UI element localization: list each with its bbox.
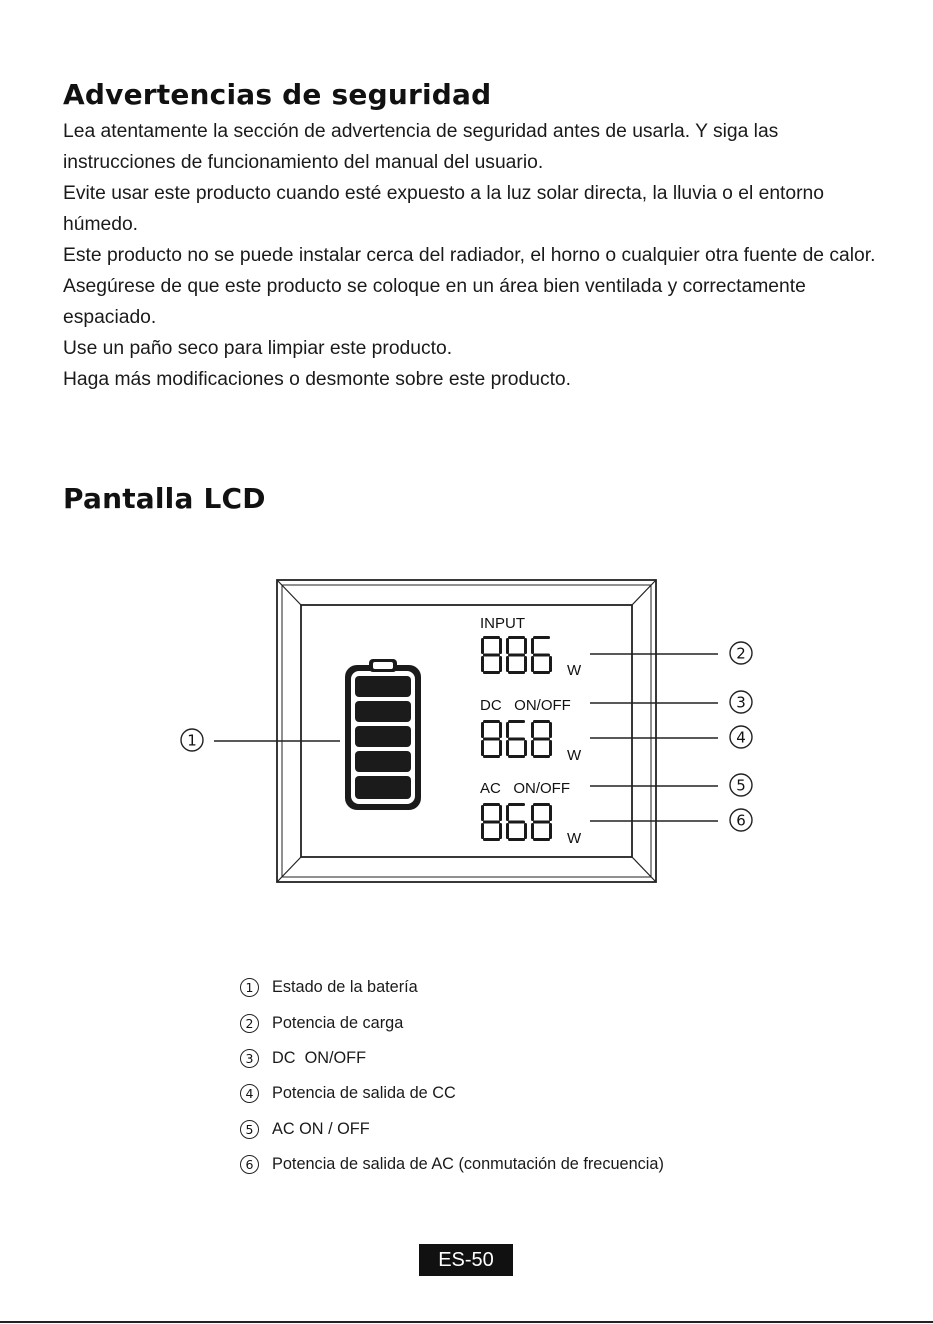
callout-6-number: 6 bbox=[736, 811, 746, 830]
battery-icon bbox=[346, 659, 420, 809]
callout-4-number: 4 bbox=[736, 728, 746, 747]
lcd-segment bbox=[483, 738, 500, 741]
lcd-segment bbox=[481, 823, 484, 839]
lcd-segment bbox=[508, 803, 525, 806]
callout-lines bbox=[214, 654, 718, 821]
lcd-segment bbox=[481, 805, 484, 821]
lcd-segment bbox=[499, 638, 502, 654]
lcd-segment bbox=[483, 803, 500, 806]
safety-heading: Advertencias de seguridad bbox=[63, 78, 492, 111]
lcd-segment bbox=[549, 823, 552, 839]
legend-number-icon: 6 bbox=[240, 1155, 259, 1174]
lcd-segment bbox=[524, 656, 527, 672]
legend-number-icon: 2 bbox=[240, 1014, 259, 1033]
safety-paragraph: Lea atentamente la sección de advertencia de seguridad antes de usarla. Y siga las instrucciones de funcionamiento del manual del usuario. bbox=[63, 121, 779, 173]
lcd-legend bbox=[240, 970, 664, 1182]
legend-item bbox=[240, 1005, 664, 1040]
lcd-segment bbox=[533, 636, 550, 639]
lcd-dc-unit: W bbox=[567, 747, 582, 764]
callout-1-number: 1 bbox=[187, 731, 197, 750]
lcd-segment bbox=[506, 638, 509, 654]
lcd-heading: Pantalla LCD bbox=[63, 482, 266, 515]
callout-2-number: 2 bbox=[736, 644, 746, 663]
lcd-segment bbox=[483, 636, 500, 639]
lcd-segment bbox=[533, 755, 550, 758]
lcd-segment bbox=[533, 803, 550, 806]
lcd-segment bbox=[508, 821, 525, 824]
legend-number-icon: 1 bbox=[240, 978, 259, 997]
lcd-segment bbox=[549, 722, 552, 738]
lcd-segment bbox=[508, 738, 525, 741]
lcd-segment bbox=[533, 821, 550, 824]
lcd-dc-digits bbox=[481, 720, 552, 758]
lcd-segment bbox=[524, 638, 527, 654]
lcd-segment bbox=[533, 838, 550, 841]
legend-item bbox=[240, 970, 664, 1005]
lcd-ac-label: AC ON/OFF bbox=[480, 780, 570, 797]
lcd-segment bbox=[483, 755, 500, 758]
legend-text: Potencia de salida de AC (conmutación de frecuencia) bbox=[272, 1155, 664, 1174]
lcd-segment bbox=[499, 656, 502, 672]
lcd-segment bbox=[531, 638, 534, 654]
lcd-segment bbox=[508, 671, 525, 674]
safety-paragraph: Este producto no se puede instalar cerca del radiador, el horno o cualquier otra fuente de calor. bbox=[63, 245, 876, 266]
legend-number-icon: 4 bbox=[240, 1084, 259, 1103]
lcd-segment bbox=[506, 805, 509, 821]
lcd-dc-label: DC ON/OFF bbox=[480, 697, 571, 714]
legend-item bbox=[240, 1041, 664, 1076]
lcd-segment bbox=[506, 740, 509, 756]
lcd-segment bbox=[481, 740, 484, 756]
lcd-segment bbox=[531, 722, 534, 738]
lcd-ac-digits bbox=[481, 803, 552, 841]
lcd-segment bbox=[531, 656, 534, 672]
lcd-segment bbox=[483, 671, 500, 674]
lcd-segment bbox=[533, 671, 550, 674]
lcd-input-unit: W bbox=[567, 662, 582, 679]
legend-text: AC ON / OFF bbox=[272, 1119, 370, 1138]
legend-item bbox=[240, 1147, 664, 1182]
lcd-segment bbox=[531, 805, 534, 821]
lcd-segment bbox=[483, 821, 500, 824]
lcd-ac-unit: W bbox=[567, 830, 582, 847]
lcd-segment bbox=[549, 740, 552, 756]
lcd-segment bbox=[481, 722, 484, 738]
lcd-input-digits bbox=[481, 636, 552, 674]
lcd-segment bbox=[533, 654, 550, 657]
lcd-segment bbox=[499, 823, 502, 839]
lcd-segment bbox=[499, 805, 502, 821]
lcd-segment bbox=[481, 656, 484, 672]
lcd-segment bbox=[483, 654, 500, 657]
legend-text: Potencia de carga bbox=[272, 1013, 404, 1032]
lcd-segment bbox=[506, 656, 509, 672]
lcd-frame bbox=[277, 580, 656, 882]
lcd-segment bbox=[549, 656, 552, 672]
page-divider bbox=[0, 1321, 933, 1323]
legend-text: Potencia de salida de CC bbox=[272, 1084, 456, 1103]
lcd-segment bbox=[506, 823, 509, 839]
legend-item bbox=[240, 1076, 664, 1111]
callout-3-number: 3 bbox=[736, 693, 746, 712]
lcd-segment bbox=[531, 823, 534, 839]
lcd-segment bbox=[531, 740, 534, 756]
legend-text: DC ON/OFF bbox=[272, 1048, 367, 1067]
legend-number-icon: 5 bbox=[240, 1120, 259, 1139]
lcd-segment bbox=[533, 720, 550, 723]
safety-paragraph: Haga más modificaciones o desmonte sobre este producto. bbox=[63, 369, 572, 390]
lcd-segment bbox=[483, 720, 500, 723]
lcd-segment bbox=[508, 838, 525, 841]
legend-text: Estado de la batería bbox=[272, 978, 418, 997]
lcd-input-label: INPUT bbox=[480, 615, 525, 632]
lcd-segment bbox=[506, 722, 509, 738]
page-number: ES-50 bbox=[419, 1244, 513, 1276]
lcd-segment bbox=[524, 823, 527, 839]
lcd-segment bbox=[499, 740, 502, 756]
safety-paragraph: Use un paño seco para limpiar este producto. bbox=[63, 338, 453, 359]
legend-item bbox=[240, 1112, 664, 1147]
lcd-segment bbox=[499, 722, 502, 738]
lcd-segment bbox=[508, 720, 525, 723]
lcd-segment bbox=[549, 805, 552, 821]
lcd-segment bbox=[481, 638, 484, 654]
safety-paragraph: Evite usar este producto cuando esté expuesto a la luz solar directa, la lluvia o el entorno húmedo. bbox=[63, 183, 824, 235]
lcd-segment bbox=[483, 838, 500, 841]
lcd-segment bbox=[508, 636, 525, 639]
safety-paragraph: Asegúrese de que este producto se coloque en un área bien ventilada y correctamente espaciado. bbox=[63, 276, 806, 328]
lcd-segment bbox=[508, 755, 525, 758]
lcd-segment bbox=[508, 654, 525, 657]
legend-number-icon: 3 bbox=[240, 1049, 259, 1068]
callout-5-number: 5 bbox=[736, 776, 746, 795]
lcd-segment bbox=[524, 740, 527, 756]
lcd-segment bbox=[533, 738, 550, 741]
